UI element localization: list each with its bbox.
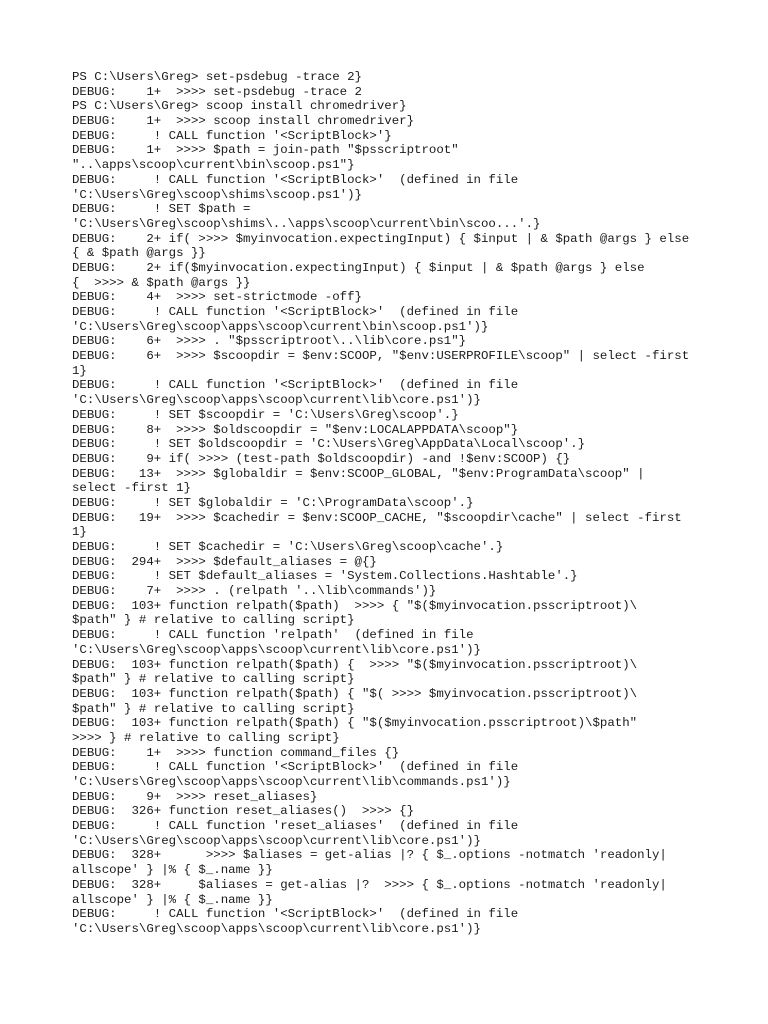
console-line: DEBUG: ! CALL function 'relpath' (defined in file <box>72 628 474 643</box>
console-line: DEBUG: ! SET $scoopdir = 'C:\Users\Greg\scoop'.} <box>72 407 459 422</box>
console-line: DEBUG: 8+ >>>> $oldscoopdir = "$env:LOCALAPPDATA\scoop"} <box>72 422 519 437</box>
console-line: DEBUG: 1+ >>>> function command_files {} <box>72 745 400 760</box>
console-line: 'C:\Users\Greg\scoop\apps\scoop\current\bin\scoop.ps1')} <box>72 319 489 334</box>
console-line: $path" } # relative to calling script} <box>72 701 355 716</box>
console-line: DEBUG: 13+ >>>> $globaldir = $env:SCOOP_GLOBAL, "$env:ProgramData\scoop" | <box>72 466 645 481</box>
console-line: DEBUG: 103+ function relpath($path) { "$( >>>> $myinvocation.psscriptroot)\ <box>72 686 638 701</box>
console-line: 'C:\Users\Greg\scoop\shims\..\apps\scoop\current\bin\scoo...'.} <box>72 216 541 231</box>
console-line: 1} <box>72 363 87 378</box>
console-line: 'C:\Users\Greg\scoop\apps\scoop\current\lib\commands.ps1')} <box>72 775 511 789</box>
console-line: DEBUG: ! CALL function '<ScriptBlock>' (defined in file <box>72 172 519 187</box>
console-line: DEBUG: 6+ >>>> $scoopdir = $env:SCOOP, "$env:USERPROFILE\scoop" | select -first <box>72 349 690 364</box>
console-line: { >>>> & $path @args }} <box>72 275 251 290</box>
console-line: DEBUG: ! CALL function '<ScriptBlock>' (defined in file <box>72 378 519 393</box>
console-line: DEBUG: 9+ >>>> reset_aliases} <box>72 789 318 804</box>
console-line: 'C:\Users\Greg\scoop\shims\scoop.ps1')} <box>72 187 362 202</box>
console-line: select -first 1} <box>72 481 191 496</box>
console-line: "..\apps\scoop\current\bin\scoop.ps1"} <box>72 158 355 173</box>
console-line: PS C:\Users\Greg> set-psdebug -trace 2} <box>72 70 362 84</box>
console-line: DEBUG: 7+ >>>> . (relpath '..\lib\commands')} <box>72 584 437 599</box>
console-line: DEBUG: 2+ if($myinvocation.expectingInput) { $input | & $path @args } else <box>72 260 645 275</box>
console-line: DEBUG: 19+ >>>> $cachedir = $env:SCOOP_CACHE, "$scoopdir\cache" | select -first <box>72 510 682 525</box>
console-line: >>>> } # relative to calling script} <box>72 730 340 745</box>
console-line: DEBUG: ! SET $oldscoopdir = 'C:\Users\Greg\AppData\Local\scoop'.} <box>72 437 586 452</box>
console-line: DEBUG: 1+ >>>> set-psdebug -trace 2 <box>72 84 362 99</box>
console-line: allscope' } |% { $_.name }} <box>72 863 273 878</box>
console-line: DEBUG: ! SET $default_aliases = 'System.Collections.Hashtable'.} <box>72 569 578 584</box>
console-line: DEBUG: 326+ function reset_aliases() >>>> {} <box>72 804 415 819</box>
console-line: DEBUG: 328+ >>>> $aliases = get-alias |? { $_.options -notmatch 'readonly| <box>72 848 667 863</box>
console-line: DEBUG: ! SET $globaldir = 'C:\ProgramData\scoop'.} <box>72 495 474 510</box>
console-line: DEBUG: ! SET $cachedir = 'C:\Users\Greg\scoop\cache'.} <box>72 540 504 554</box>
console-line: allscope' } |% { $_.name }} <box>72 892 273 907</box>
console-line: DEBUG: 328+ $aliases = get-alias |? >>>> { $_.options -notmatch 'readonly| <box>72 877 667 892</box>
console-line: 'C:\Users\Greg\scoop\apps\scoop\current\lib\core.ps1')} <box>72 393 481 408</box>
console-line: DEBUG: ! CALL function 'reset_aliases' (defined in file <box>72 819 519 834</box>
console-line: { & $path @args }} <box>72 246 206 261</box>
console-line: 'C:\Users\Greg\scoop\apps\scoop\current\lib\core.ps1')} <box>72 642 481 657</box>
console-line: DEBUG: 1+ >>>> scoop install chromedriver} <box>72 114 415 129</box>
console-line: DEBUG: 1+ >>>> $path = join-path "$psscriptroot" <box>72 143 459 158</box>
console-line: DEBUG: 103+ function relpath($path) >>>> { "$($myinvocation.psscriptroot)\ <box>72 598 638 613</box>
console-line: DEBUG: ! CALL function '<ScriptBlock>'} <box>72 128 392 143</box>
console-line: $path" } # relative to calling script} <box>72 613 355 628</box>
console-line: DEBUG: 103+ function relpath($path) { "$($myinvocation.psscriptroot)\$path" <box>72 716 638 731</box>
console-line: $path" } # relative to calling script} <box>72 672 355 687</box>
console-line: DEBUG: 294+ >>>> $default_aliases = @{} <box>72 554 377 569</box>
console-line: 'C:\Users\Greg\scoop\apps\scoop\current\lib\core.ps1')} <box>72 833 481 848</box>
console-line: DEBUG: ! CALL function '<ScriptBlock>' (defined in file <box>72 907 519 922</box>
console-line: DEBUG: ! CALL function '<ScriptBlock>' (defined in file <box>72 305 519 319</box>
console-line: DEBUG: 4+ >>>> set-strictmode -off} <box>72 290 362 305</box>
console-line: DEBUG: ! SET $path = <box>72 202 251 217</box>
console-line: DEBUG: 9+ if( >>>> (test-path $oldscoopdir) -and !$env:SCOOP) {} <box>72 451 571 466</box>
console-line: PS C:\Users\Greg> scoop install chromedriver} <box>72 99 407 114</box>
console-output <box>72 70 712 937</box>
console-line: 1} <box>72 525 87 540</box>
console-line: DEBUG: 6+ >>>> . "$psscriptroot\..\lib\core.ps1"} <box>72 334 467 349</box>
console-line: DEBUG: ! CALL function '<ScriptBlock>' (defined in file <box>72 760 519 775</box>
console-line: DEBUG: 103+ function relpath($path) { >>>> "$($myinvocation.psscriptroot)\ <box>72 657 638 672</box>
console-line: DEBUG: 2+ if( >>>> $myinvocation.expectingInput) { $input | & $path @args } else <box>72 231 690 246</box>
console-line: 'C:\Users\Greg\scoop\apps\scoop\current\lib\core.ps1')} <box>72 921 481 936</box>
